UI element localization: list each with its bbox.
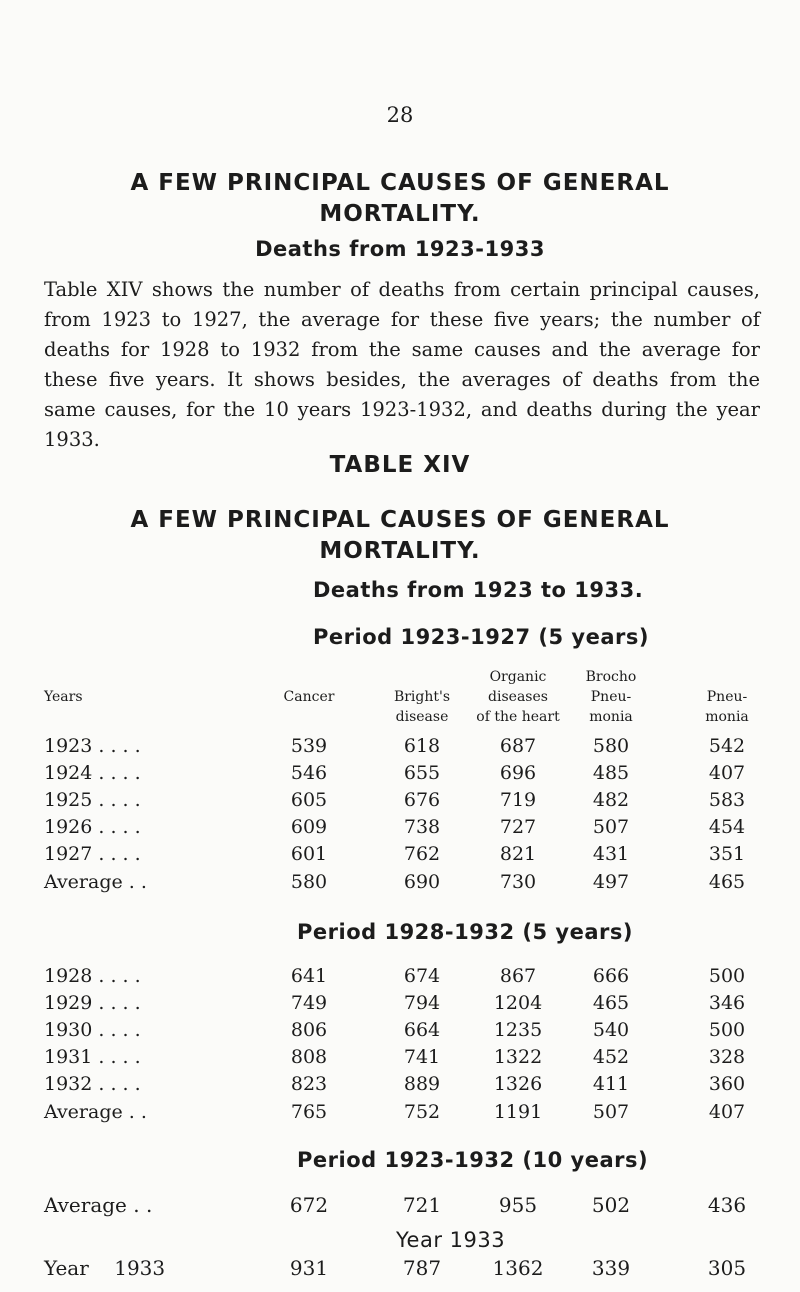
cell-cancer: 601: [290, 843, 328, 865]
col-header-cancer: Cancer: [283, 689, 335, 705]
cell-pneumonia: 454: [708, 816, 746, 838]
cell-organic: 719: [499, 789, 537, 811]
cell-brights: 676: [403, 789, 441, 811]
col-header-years: Years: [44, 689, 83, 705]
cell-cancer: 641: [290, 965, 328, 987]
col-header-organic-line-1: Organic: [489, 669, 547, 685]
period-2-label: Period 1928-1932 (5 years): [297, 920, 633, 944]
row-year: 1929 . . . .: [44, 992, 141, 1014]
cell-brocho: 666: [592, 965, 630, 987]
cell-organic: 821: [499, 843, 537, 865]
table-row-year-1933: [0, 1256, 800, 1283]
cell-cancer: 609: [290, 816, 328, 838]
cell-brocho: 507: [592, 816, 630, 838]
cell-pneumonia: 407: [708, 1101, 746, 1123]
col-header-brocho-line-1: Brocho: [585, 669, 637, 685]
cell-cancer: 823: [290, 1073, 328, 1095]
cell-cancer: 672: [289, 1193, 329, 1217]
cell-brights: 674: [403, 965, 441, 987]
cell-brocho: 540: [592, 1019, 630, 1041]
cell-brights: 690: [403, 871, 441, 893]
cell-brights: 889: [403, 1073, 441, 1095]
table-title-line-1: A FEW PRINCIPAL CAUSES OF GENERAL: [130, 507, 670, 533]
col-header-organic: [463, 667, 573, 727]
cell-brocho: 465: [592, 992, 630, 1014]
cell-cancer: 806: [290, 1019, 328, 1041]
period-3-label: Period 1923-1932 (10 years): [297, 1148, 649, 1172]
cell-brocho: 339: [591, 1256, 631, 1280]
cell-organic: 955: [498, 1193, 538, 1217]
row-year: 1930 . . . .: [44, 1019, 141, 1041]
row-year: 1928 . . . .: [44, 965, 141, 987]
cell-pneumonia: 583: [708, 789, 746, 811]
cell-organic: 1326: [493, 1073, 543, 1095]
period-1-label: Period 1923-1927 (5 years): [313, 625, 649, 649]
cell-pneumonia: 407: [708, 762, 746, 784]
cell-cancer: 931: [289, 1256, 329, 1280]
page-heading: [0, 168, 800, 230]
cell-cancer: 765: [290, 1101, 328, 1123]
row-year: 1924 . . . .: [44, 762, 141, 784]
col-header-organic-line-2: diseases: [488, 689, 548, 705]
cell-pneumonia: 346: [708, 992, 746, 1014]
table-subtitle: Deaths from 1923 to 1933.: [313, 578, 644, 602]
table-row: [0, 1046, 800, 1073]
cell-organic: 867: [499, 965, 537, 987]
cell-brights: 787: [402, 1256, 442, 1280]
cell-brocho: 411: [592, 1073, 630, 1095]
cell-pneumonia: 328: [708, 1046, 746, 1068]
cell-organic: 1191: [493, 1101, 543, 1123]
row-year: 1926 . . . .: [44, 816, 141, 838]
table-row: [0, 789, 800, 816]
cell-pneumonia: 500: [708, 965, 746, 987]
cell-brights: 618: [403, 735, 441, 757]
table-label: TABLE XIV: [329, 452, 471, 478]
cell-brights: 721: [402, 1193, 442, 1217]
table-row: [0, 762, 800, 789]
table-title-line-2: MORTALITY.: [319, 538, 481, 564]
table-row: [0, 1073, 800, 1100]
col-header-brights: [377, 687, 467, 727]
col-header-pneumonia-line-1: Pneu-: [706, 689, 748, 705]
table-row: [0, 992, 800, 1019]
cell-cancer: 580: [290, 871, 328, 893]
cell-organic: 1322: [493, 1046, 543, 1068]
col-header-brocho-line-3: monia: [589, 709, 633, 725]
row-year: Average . .: [44, 871, 147, 893]
cell-brocho: 485: [592, 762, 630, 784]
row-year: Average . .: [44, 1193, 153, 1217]
row-year: Average . .: [44, 1101, 147, 1123]
col-header-pneumonia-line-2: monia: [705, 709, 749, 725]
row-year: 1932 . . . .: [44, 1073, 141, 1095]
col-header-organic-line-3: of the heart: [476, 709, 560, 725]
cell-pneumonia: 360: [708, 1073, 746, 1095]
cell-cancer: 605: [290, 789, 328, 811]
col-header-brights-line-1: Bright's: [393, 689, 451, 705]
cell-pneumonia: 351: [708, 843, 746, 865]
intro-paragraph: Table XIV shows the number of deaths from certain principal causes, from 1923 to 1927, the average for these five years; the number of deaths for 1928 to 1932 from the same causes and the average for these five years. It shows besides, the averages of deaths from the same causes, for the 10 years 1923-1932, and deaths during the year 1933.: [44, 278, 760, 451]
page-number: 28: [386, 103, 414, 127]
cell-brights: 664: [403, 1019, 441, 1041]
cell-brights: 752: [403, 1101, 441, 1123]
col-header-brights-line-2: disease: [395, 709, 449, 725]
cell-cancer: 808: [290, 1046, 328, 1068]
cell-brocho: 497: [592, 871, 630, 893]
cell-brocho: 502: [591, 1193, 631, 1217]
table-row: [0, 816, 800, 843]
table-title: [0, 505, 800, 567]
cell-cancer: 539: [290, 735, 328, 757]
heading-subtitle: Deaths from 1923-1933: [255, 237, 545, 261]
cell-brights: 738: [403, 816, 441, 838]
cell-brights: 762: [403, 843, 441, 865]
cell-cancer: 546: [290, 762, 328, 784]
heading-line-2: MORTALITY.: [319, 201, 481, 227]
cell-brights: 794: [403, 992, 441, 1014]
row-year: 1931 . . . .: [44, 1046, 141, 1068]
table-row: [0, 843, 800, 870]
cell-pneumonia: 436: [707, 1193, 747, 1217]
row-year: 1923 . . . .: [44, 735, 141, 757]
cell-organic: 727: [499, 816, 537, 838]
cell-pneumonia: 465: [708, 871, 746, 893]
cell-organic: 687: [499, 735, 537, 757]
table-row-average: [0, 871, 800, 898]
row-year: 1925 . . . .: [44, 789, 141, 811]
cell-cancer: 749: [290, 992, 328, 1014]
cell-pneumonia: 305: [707, 1256, 747, 1280]
cell-brocho: 507: [592, 1101, 630, 1123]
cell-pneumonia: 542: [708, 735, 746, 757]
row-year: Year 1933: [44, 1256, 166, 1280]
cell-organic: 1362: [492, 1256, 544, 1280]
table-row: [0, 735, 800, 762]
cell-organic: 730: [499, 871, 537, 893]
table-row: [0, 965, 800, 992]
col-header-brocho-line-2: Pneu-: [590, 689, 632, 705]
table-row-average-10-years: [0, 1193, 800, 1220]
cell-organic: 1235: [493, 1019, 543, 1041]
period-4-label: Year 1933: [396, 1228, 506, 1252]
cell-pneumonia: 500: [708, 1019, 746, 1041]
col-header-pneumonia: [682, 687, 772, 727]
cell-brocho: 452: [592, 1046, 630, 1068]
cell-brights: 655: [403, 762, 441, 784]
cell-brocho: 431: [592, 843, 630, 865]
table-row: [0, 1019, 800, 1046]
col-header-brocho: [566, 667, 656, 727]
cell-brocho: 482: [592, 789, 630, 811]
cell-organic: 696: [499, 762, 537, 784]
cell-organic: 1204: [493, 992, 543, 1014]
cell-brights: 741: [403, 1046, 441, 1068]
cell-brocho: 580: [592, 735, 630, 757]
row-year: 1927 . . . .: [44, 843, 141, 865]
heading-line-1: A FEW PRINCIPAL CAUSES OF GENERAL: [130, 170, 670, 196]
table-row-average: [0, 1101, 800, 1128]
